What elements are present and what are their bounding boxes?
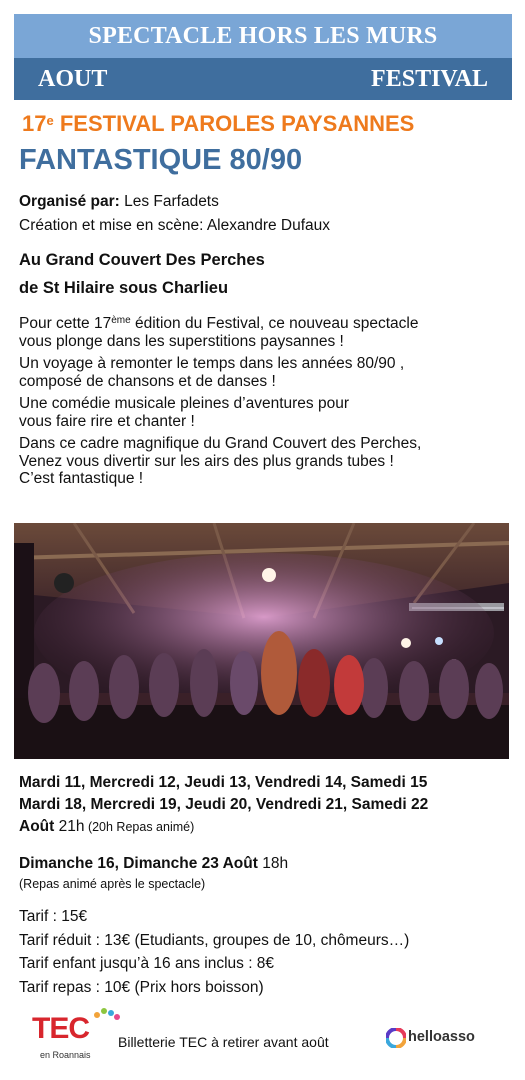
sunday-days: Dimanche 16, Dimanche 23 Août [19, 855, 258, 872]
banner-subtitle-bar [14, 58, 512, 100]
desc-text: C’est fantastique ! [19, 470, 144, 487]
dates-line-2: Mardi 18, Mercredi 19, Jeudi 20, Vendredi 21, Samedi 22 [19, 796, 429, 813]
description-paragraph [19, 435, 509, 488]
dates-time: 21h [54, 818, 85, 835]
dates-line-1: Mardi 11, Mercredi 12, Jeudi 13, Vendredi 14, Samedi 15 [19, 774, 428, 791]
festival-number-suffix: e [46, 113, 54, 128]
festival-number: 17 [22, 111, 47, 136]
organiser-value: Les Farfadets [124, 193, 219, 210]
banner-month: AOUT [38, 66, 108, 92]
venue-line-1: Au Grand Couvert Des Perches [19, 251, 265, 269]
sunday-note: (Repas animé après le spectacle) [19, 877, 206, 891]
dates-month: Août [19, 818, 55, 835]
stage-photo-illustration [14, 523, 509, 759]
desc-text: Pour cette 17 [19, 315, 112, 332]
tec-logo-subtitle: en Roannais [40, 1050, 91, 1060]
desc-sup: ème [111, 315, 131, 326]
sunday-dates [19, 853, 288, 893]
tarifs-list [19, 905, 409, 999]
banner-category: FESTIVAL [371, 66, 488, 92]
description-paragraph [19, 355, 509, 390]
desc-text: Une comédie musicale pleines d’aventures pour [19, 395, 349, 412]
tec-logo-dots-icon [92, 1006, 122, 1022]
venue-block [19, 246, 265, 302]
creation-credit: Création et mise en scène: Alexandre Dufaux [19, 217, 331, 234]
billetterie-text: Billetterie TEC à retirer avant août [118, 1034, 329, 1050]
weekday-dates [19, 772, 428, 838]
festival-title [22, 110, 414, 138]
helloasso-logo [386, 1028, 475, 1052]
venue-line-2: de St Hilaire sous Charlieu [19, 279, 229, 297]
footer [0, 1000, 525, 1070]
festival-name: FESTIVAL PAROLES PAYSANNES [59, 111, 415, 136]
tarif-item: Tarif enfant jusqu’à 16 ans inclus : 8€ [19, 955, 275, 972]
description [19, 315, 509, 493]
desc-text: Un voyage à remonter le temps dans les années 80/90 , [19, 355, 405, 372]
show-title: FANTASTIQUE 80/90 [19, 144, 303, 176]
dates-note: (20h Repas animé) [84, 820, 195, 834]
organisation-block [19, 190, 330, 238]
desc-text: vous plonge dans les superstitions paysannes ! [19, 332, 344, 350]
desc-text: Dans ce cadre magnifique du Grand Couvert des Perches, [19, 435, 422, 452]
desc-text: composé de chansons et de danses ! [19, 372, 276, 390]
desc-text: vous faire rire et chanter ! [19, 412, 195, 430]
helloasso-text: helloasso [408, 1029, 475, 1045]
desc-text: édition du Festival, ce nouveau spectacle [130, 315, 419, 332]
banner-title: SPECTACLE HORS LES MURS [14, 14, 512, 58]
tec-logo-text: TEC [32, 1012, 89, 1045]
tarif-item: Tarif repas : 10€ (Prix hors boisson) [19, 978, 264, 996]
description-paragraph [19, 315, 509, 350]
description-paragraph [19, 395, 509, 430]
tarif-item: Tarif réduit : 13€ (Etudiants, groupes de 10, chômeurs…) [19, 931, 410, 949]
sunday-time: 18h [257, 855, 289, 872]
helloasso-icon [386, 1028, 406, 1048]
organiser-label: Organisé par: [19, 193, 120, 210]
stage-photo [14, 523, 509, 759]
tarif-item: Tarif : 15€ [19, 908, 88, 925]
desc-text: Venez vous divertir sur les airs des plus grands tubes ! [19, 452, 394, 470]
